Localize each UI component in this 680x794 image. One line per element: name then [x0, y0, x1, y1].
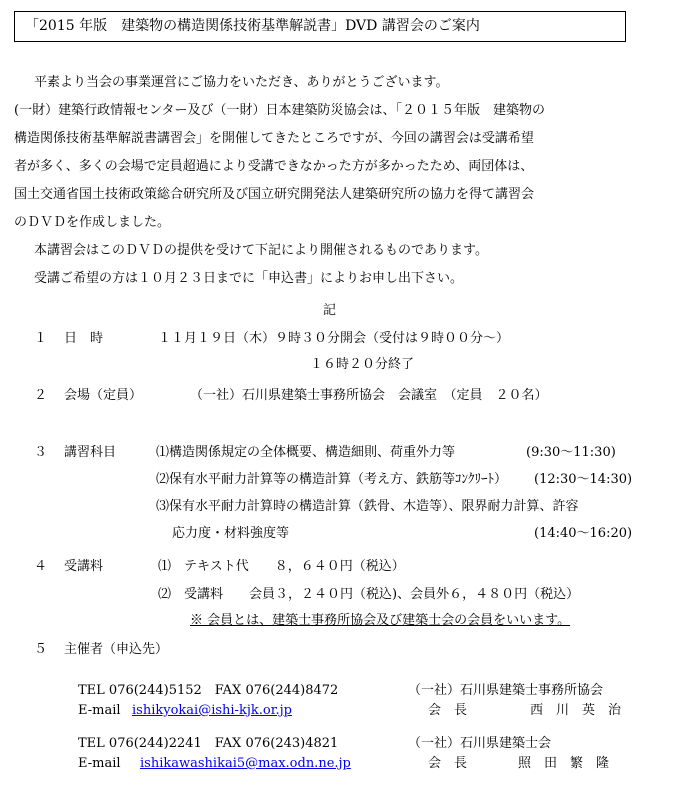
date-end: １６時２０分終了 [310, 357, 415, 372]
intro-greeting: 平素より当会の事業運営にご協力をいただき、ありがとうございます。 [34, 75, 449, 90]
contact-1-tel-fax: TEL 076(244)5152 FAX 076(244)8472 [78, 683, 339, 698]
subject-1: ⑴構造関係規定の全体概要、構造細則、荷重外力等 [156, 445, 456, 460]
contact-1-email-label: E-mail [78, 703, 121, 718]
contact-1-person: 西 川 英 治 [530, 703, 622, 718]
item-4-number: ４ [34, 559, 48, 574]
subject-3-time: (14:40～16:20) [534, 526, 633, 541]
item-1-label: 日 時 [64, 331, 104, 346]
item-5-label: 主催者（申込先） [64, 642, 169, 657]
item-1-number: １ [34, 331, 48, 346]
contact-2-email-label: E-mail [78, 756, 121, 771]
intro-line-1: (一財）建築行政情報センター及び（一財）日本建築防災協会は、「２０１５年版 建築物の [14, 103, 546, 118]
intro-line-5: のＤＶＤを作成しました。 [14, 215, 171, 230]
item-4-label: 受講料 [64, 559, 104, 574]
subject-2: ⑵保有水平耐力計算等の構造計算（考え方、鉄筋等ｺﾝｸﾘｰﾄ） [156, 472, 508, 487]
fee-course: ⑵ 受講料 会員３，２４０円（税込)、会員外６，４８０円（税込） [158, 587, 580, 602]
intro-line-4: 国土交通省国土技術政策総合研究所及び国立研究開発法人建築研究所の協力を得て講習会 [14, 187, 535, 202]
subject-3: ⑶保有水平耐力計算時の構造計算（鉄骨、木造等）、限界耐力計算、許容 [156, 499, 579, 514]
intro-deadline: 受講ご希望の方は１０月２３日までに「申込書」によりお申し出下さい。 [34, 271, 464, 286]
date-value: １１月１９日（木）９時３０分開会（受付は９時００分～） [158, 331, 510, 346]
contact-1-org: （一社）石川県建築士事務所協会 [408, 683, 604, 698]
title-box [14, 11, 626, 42]
item-2-label: 会場（定員） [64, 388, 143, 403]
contact-1-role: 会 長 [428, 703, 468, 718]
item-5-number: ５ [34, 642, 48, 657]
intro-line-3: 者が多く、多くの会場で定員超過により受講できなかった方が多かったため、両団体は、 [14, 159, 534, 174]
contact-2-tel-fax: TEL 076(244)2241 FAX 076(243)4821 [78, 736, 339, 751]
contact-1-email-link[interactable]: ishikyokai@ishi-kjk.or.jp [132, 703, 292, 718]
subject-1-time: (9:30～11:30) [526, 445, 616, 460]
contact-2-person: 照 田 繁 隆 [518, 756, 610, 771]
contact-2-org: （一社）石川県建築士会 [408, 736, 552, 751]
subject-2-time: (12:30～14:30) [534, 472, 633, 487]
intro-line-2: 構造関係技術基準解説書講習会」を開催してきたところですが、今回の講習会は受講希望 [14, 131, 534, 146]
intro-provision: 本講習会はこのＤＶＤの提供を受けて下記により開催されるものであります。 [34, 243, 488, 258]
fee-text: ⑴ テキスト代 ８，６４０円（税込） [158, 559, 405, 574]
item-3-label: 講習科目 [64, 445, 117, 460]
page-title: 「2015 年版 建築物の構造関係技術基準解説書」DVD 講習会のご案内 [25, 18, 480, 34]
contact-2-role: 会 長 [428, 756, 468, 771]
contact-2-email-link[interactable]: ishikawashikai5@max.odn.ne.jp [140, 756, 351, 771]
member-note: ※ 会員とは、建築士事務所協会及び建築士会の会員をいいます。 [190, 613, 571, 628]
ki-heading: 記 [323, 303, 337, 318]
item-2-number: ２ [34, 388, 48, 403]
venue-value: （一社）石川県建築士事務所協会 会議室 （定員 ２０名） [190, 388, 548, 403]
subject-3-cont: 応力度・材料強度等 [172, 526, 290, 541]
item-3-number: ３ [34, 445, 48, 460]
